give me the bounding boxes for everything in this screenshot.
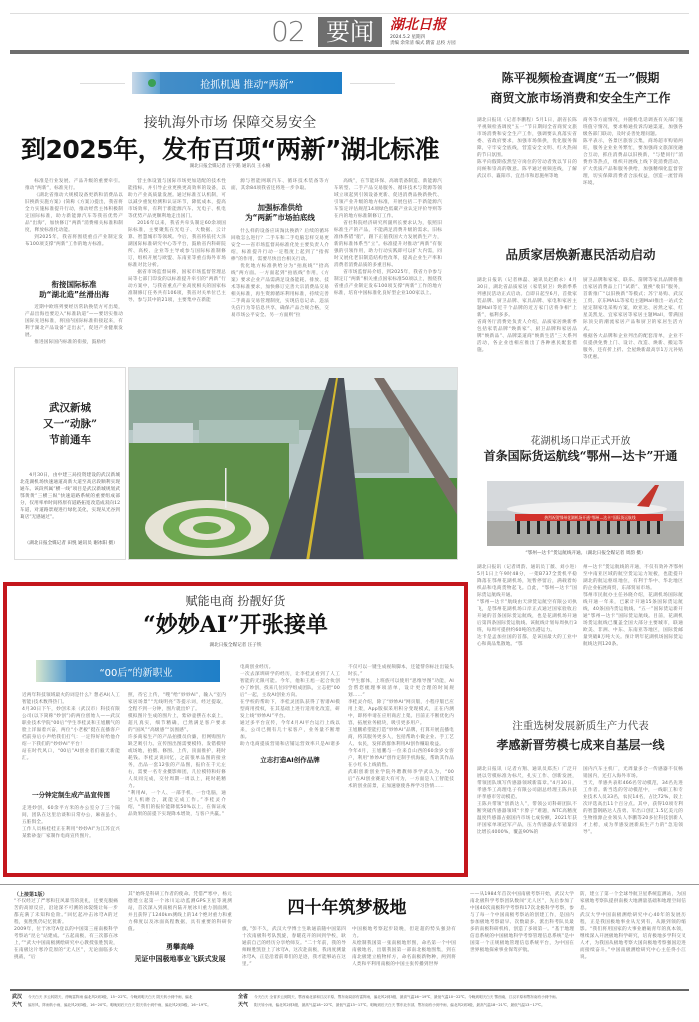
paper-logo: 湖北日报 [390, 17, 446, 33]
photo-story-title: 武汉新城 又一“动脉” 节前通车 [42, 402, 98, 446]
recycle-icon [148, 79, 156, 87]
right-story2-col2: 厨卫品牌和家家、联乐、箭牌等家具品牌将推出家居消费品上门“试新”、置换“收旧”服务，首新推广“以旧换新”等模式；苏宁易购、武汉工贸、京东MALL等家电主题Mall推出一站式全屋定制家电采购方案，欧亚达、居然之家、红星美凯龙、宜家家居等家居主题Mall，带满国际顶尖的潮流家居产品和厨卫的家居生活方式。 根据各大品牌和企业列出的配套清单，企业不仅提供免费上门、设计、改造、焕新、搬运等服务，还有折上折、全屋焕新最高享1万元补贴等优惠。 [583, 278, 683, 360]
bottom-headline: 四十年筑梦极地 [287, 898, 407, 918]
right-story4-col1: 湖北日报讯（记者方翔、通讯员郑杰）广泛开展以劳模标准为标尺，扎实工作、创新发展，带领团队填写传感器领域新篇章。”4月30日，孝感华工高理电子有限公司副总经理王陈兵获评孝感市劳动模范。 王陈兵带领“创新达人”，带领公司科研团队不断突破传感器领域“卡脖子”难题，NTC高精度温度传感器占据国内市场七成份额，2021年获评国家单项冠军产品，压力传感器去年销量同比增长4000%，覆盖90%的 [477, 767, 577, 835]
banner-text: 抢抓机遇 推动“两新” [200, 79, 294, 91]
cargo-flight-photo [487, 481, 684, 546]
date-line: 2024.5.2 星期四 [390, 35, 425, 40]
banner-rule-right [350, 83, 395, 84]
page-number: 02 [271, 15, 305, 48]
continued-label: （上接第1版） [14, 892, 48, 898]
road-aerial-illustration [129, 368, 458, 560]
lead-column-3a: 源与智能网联汽车、循环技术装备等方面，其余84项我省还将进一步争取。 [231, 179, 329, 191]
right-story4-headline: 孝感新晋劳模七成来自基层一线 [496, 738, 665, 752]
lead-kicker: 接轨海外市场 保障交易安全 [143, 115, 317, 131]
photo-story-body: 4月30日，由中建三局投资建设的武汉新城北花湖机场快速通道高新大道至高店段顺利实现通车。该段所属“横一线”项目是武汉新城规划武鄂黄黄“三横三纵”快速道路系统的重要组成部分，仅用率单时间将原有道路拓宽改造成双向12车道，对道路景观进行绿化美化，实现从光谷到葛店“无感通过”。 [20, 473, 120, 520]
lead-byline: 湖北日报全媒记者 汪字銘 通讯员 王永楠 [189, 164, 271, 169]
wuhan-weather-text: 今天白天 多云转阴天，傍晚雷阵雨 偏北风2到3级，15~22℃。今晚到明天白天 阴天转小到中雨，偏北 偏东风，阵雨转小雨，偏北风2到3级，16~20℃。明晚到后天白天 阴天转小到中雨，偏北风2到3级，16~19℃。 [28, 995, 211, 1007]
right-story1-col2: 商务等方面情况，并随机电话调查有关部门值班值守情况，要求畅通投诉沟通渠道，加强各级各部门联动，及时妥善处理问题。 陈平表示，各景区旅客云集，商场超市购销两旺，服务企业业务繁忙，要加强商文旅深度融合互动，抓住消费品以旧换新，“与楚同行”消费券等热点，组织开展线上线下促消费活动，扩大优质产品和服务供给，加强精细化监督管理，切实保障消费者合法权益，创造一流营商环境。 [583, 118, 683, 186]
bottom-col2: 其”始终是科研工作者的使命。凭借严寒中，杨元德建立起第一个冰川运动监测GPS卫星等观测站，首次深入到南极内陆开展冰川重力剖面测，并且获得了1240km测线上的14个绝对重力和重力梯度以及冰面高程数据，具有重要的科研价值。 [128, 892, 232, 932]
wuhan-weather-label: 武汉 天气 [12, 994, 23, 1008]
lead-column-4: 高线”，在节能环保、高端装备制造、新能源汽车转型、二手产品交易服务、循环技术与资源等领域立项起到引领设备更新、促进消费品换新换代、引领产业升级的地方标准，开展包括二手新能源汽车鉴定评估规范14项绿色低碳产业认定评价导则等在内的地方标准制修订工作。 省社科院经济研究所副所长要求认为，依照旧标准生产的产品，不能满足消费升级的需求。旧标准体系错“船”，跟下正值我国大力发展新生产力，新的标准体系当“立”。标准提升对推动“两新”有很强的引领作用，助力行动实践即可以扩大内需，同时又展化老旧制造结构性改革，提高企业生产率和消费者消费品质的多重目标。 省市场监督局介绍，到2025年，我省力争参与制定订“两新”相关重点国家标准50项以上，围绕我省重点产业制定发布100项支撑“两新”工作的地方标准，培育中国标准化良好型企业100家以上。 [334, 179, 442, 296]
bottom-subhead: 勇攀高峰 见证中国极地事业飞跃式发展 [134, 943, 226, 963]
right-story3-col1: 湖北日报讯（记者周韵、通讯员丁薇、刘小进）5月1日上午9时48分，一架B737全货机平稳降落在鄂州花湖机场，短暂停留后，满载着纺织品和电商货物起飞。自此，“鄂州—达卡”国际货运航线开通。 “鄂州—达卡”航线由天津货运航空有限公司执飞，是鄂州花湖机场口岸正式通过国家验收后开通的首条国际货运航线，也是花湖机场开通后第四条国际货运航线。该航线计划每周执行3班，每周可提供约60吨的出港运力。 达卡是孟加拉国的首都，是该国最大的工业中心和商品集散地。“鄂 [477, 565, 577, 647]
featured-col1b: 走进妙创，60余平方米的办公室分了三个隔间，团队在这里洽谈和日常办公，麻雀虽小，五脏俱全。 工作人员杨桂桂正在利用“妙妙AI”为江苏宜兴某紫砂壶厂家制作电商宣传图片。 [22, 806, 120, 839]
staff-line: 责编 余荣清 编式 隋雷 总校 方园 [390, 41, 456, 46]
lead-column-1b: 近期中欧班列要经历常轨换装方可出境，产品出海也要迈入“标准轨道”——要切实推动国际先进标准，将国内国际标准衔接起来，有利于湖北产品设备“走出去”，促进产业健康发展。 推进国际国内标准的衔接，鼓励经 [25, 305, 123, 345]
bottom-col6: 防，建立了第一个全球导航卫星系统监测站，为国家极地考察队提供南极大地测量基础和地理空间信息。 武汉大学中国南极测绘研究中心40年的发展历程，正是我国极地事业从无到有，从跟到领的缩影。“我们将用国家的大事业磨砺青年的真本领，继续深入开展极地科学研究，培育极地多学科交叉人才，为我国从极地考察大国向极地考察强国迈进而接续奋斗。”中国南极测绘研究中心主任佟小江说。 [580, 892, 686, 960]
right-story2-col1: 湖北日报讯（记者林磊、通讯员赵蔚永）4月30日，湖北省品质家居（家装厨卫）焕新季系列惠民活动正式启动。自即日起至6月，首批家装品牌、厨卫品牌、家具品牌、家电和家居主题Mall等近千个品牌的近万家门店将争相“上新”，福利多多。 省商务厅消费处负责人介绍，品质家居焕新季包括家装品牌“焕新家”、厨卫品牌和家居品牌“焕新品”、品牌渠道商“焕新生活”三大系列活动，各企业也相应推出了各种惠民配套措施。 [477, 278, 577, 353]
lead-headline: 到2025年，发布百项“两新”湖北标准 [21, 135, 439, 164]
right-story4-kicker: 注重选树发展新质生产力代表 [512, 720, 649, 732]
featured-subhead-2: 立志打造AI创作品牌 [260, 756, 320, 764]
weather-rule [10, 989, 689, 991]
featured-col2: 照，待它上传，“嗖”给“妙妙AI”，输入“室内家居场景”“光线明亮”等提示词，经过提取，全程不到一分钟，图片就出炉了。 模拟图片生成的图片上，紫砂壶摆在水桌上，超凡真实，细节精确，已然满足客户要求的“国风”“高级感”“氛围感”。 许多商家生产的产品拍摄员价廉，但网购图片缺乏吸引力。宣传图出图需要模特、发错模特或场地，拍摄、修图、上传，顶面推护，耗时耗钱。李桂灵说回忆，之前很单品图的接业务，出品一套12张的产品图，报价在千元左右，需要一名专业摄影师团，几位模特和好修人员同完成，交付周期一周以上，耗时耗精力。 “利用AI，一个人、一部手机、一台电脑，通过人机磨合，就能完成工作。”李桂灵介绍，“我们的报价能降低50%以上，在保证成品效果的前提下实现降本增效，与客户共赢。” [128, 693, 226, 817]
bottom-col5: ——从1984年首次中国南极考察开始，武汉大学南北极科学考察团队数闯“无人区”，先后参加了中国40次南极科学考察和17次北极科学考察，参与了每一个中国南极考察站的创建工作，是国内参加极地考察最早、次数最多、派出科考队员最多的南极科研机构，创造了多项第一。“基于地理信息系统的中国极地科学考察管理信息系统”是中国第一个正规极地管理信息系统平台，为中国在世界极地探索事业保驾护航。 [470, 892, 574, 953]
province-weather-text: 今天白天 全省多云到阴天，鄂西南北部和江汉平原，鄂东南局部有雷阵雨，偏北风2到3级，最高气温16~19℃，最低气温10~22℃。今晚到明天白天 鄂西南，江汉平原和鄂东南有小到中雨。 阴天转小雨，偏北风2到3级，最高气温18~22℃，最低气温13~17℃。明晚到后天白天 鄂东北东部，鄂东南有小到中雨，偏北风2到3级，最高气温18~21℃，最低气温13~17℃。 [254, 995, 560, 1007]
right-story3-col2: 州—达卡”货运航线的开通，不仅有效补齐鄂州至中南亚区域的航空货运运力短板，也能提升湖北的航运枢纽地位，有利于华中、华北地区的企业拓展商贸，东部贸易市场。 鄂州市民航办主任孙晓介绍，花湖机场国际航线开通一年来，已累计开通15条国际货运航线，40条国内货运航线。“五一”国际货运新开通“鄂州—达卡”国际货运航线。目前，花湖机场货运航线已覆盖全国大部分主要城市，联通欧美、非洲、中东、东南亚等地区，国际货邮量突破8万吨大关。预计明年花湖机场国际货运航线达到120条。 [583, 565, 683, 647]
lead-column-3: 什么样的设备应该淘汰换新？后续的循环回收怎么进行？二手车和二手电脑怎样交易更安全——省市场监督局标准化处主要负责人介绍，标准提升行动一定程度上起到了“指挥棒”的作用，需要尽快出台相关行动。 优化地方标准供给分为“拍底线”“拾高线”两方面。一方面起到“拍底线”作用，《方案》要求企业产品需满足设备能耗、排放、技术等标准要求，加快修订完善大宗消费品交易相关标准，再生资源循环利用标准，持续完善二手商品交易管理制度，实现信息记录、违法失信行为等信息共享，确保产品合规合格，交易市场公平安全。另一方面则“拉 [231, 229, 329, 318]
lead-subhead-2: 加强标准供给 为“两新”市场拍底线 [245, 203, 315, 222]
province-weather-label: 全省 天气 [238, 994, 249, 1008]
banner-text: “00后”的新职业 [99, 667, 173, 679]
lead-column-2: 营主体设置与国际市场更加适配的技术性能指标，并引导企业更换更高效率的设备，以助力产业高质量发展。通过标准互认机制，可以减少重复检测和认证环节，降低成本，提高市场效率，有利于新能源汽车、光电子、机电等优势产品更顺利地走出国门。 2016年以来，我省共牵头制定60余项国际标准，主要聚焦在光电子、大数据、云计算、智慧城市等领域。今后，我省将依托大泽湖国际标准研究中心等平台，鼓励省内科研院所、高校、企业等主导或参与国际标准制修订，组织开展与欧盟、东南亚等重点海外市场标准对比分析。 据省市场监督局称，国家市场监督管理总局等七部门印发的以标准提升牵引的“两新”行动方案中，与我省重点产业高度相关的国家标准制修订任务共有106项，我省对关单位已主导、参与其中的21项，主要集中在新能 [128, 179, 226, 303]
bottom-col4: 中国极地考察起步较晚，但赶超的势头强劲有力。 从绘制我国第一张南极地形图，命名第一个中国南极地名，出版我国第一部南北极地图集，到在南北极建立植物样方，命名南极新物种，两到将人类和平利用南极的中国主张传播到世界 [352, 927, 456, 967]
lead-banner [132, 72, 342, 94]
right-story3-headline: 首条国际货运航线“鄂州—达卡”开通 [483, 449, 678, 463]
road-aerial-photo [128, 367, 458, 560]
masthead-rule [10, 50, 689, 54]
featured-byline: 湖北日报全媒记者 汪子铁 [209, 643, 262, 648]
featured-col3a: 电商创业经历。 一次去深圳研学的经历，让李桂灵看到了人工智能的无限可能。今年，他和王旭一起合伙创办了妙创，找来几位同学组成团队，立志把“00后”一起，主攻AI创业方向。 在学校的帮助下，李桂灵团队获得了智谱AI模型商用授权，在其基础上进行适用化改造，研发上线“妙妙AI”平台。 通过多平台宣传，今年4月AI平台运行上线以来，公司已拥有几十家客户，业务量不断增加。 助力电商提质营销和店铺运营效率只是AI诸多 [240, 665, 340, 747]
featured-col1: 近两年科技领域最火的词是什么？想必AI(人工智能)技术数得热门。 4月30日下午，妙创未来（武汉市）科技有限公司(以下简称“妙创”)的两位创始人——武汉职业技术学院“00后”学生李桂灵和王旭鹏气的脸上洋溢着兴奋，两位“小老板”挺在直播客户档前身后小声给我们打气：一定得好好给他介绍一下我们的“妙妙AI”平台！ 站在时代风口，“00后”AI创业者们毅天新能汇。 [22, 693, 120, 761]
featured-kicker: 赋能电商 扮靓好货 [185, 594, 286, 608]
lead-column-1: 标准是行业发展、产品升级的重要牵引。推动“两新”，标准先行。 《湖北省推动大规模设备更新和消费品以旧换新实施方案》(简称《方案》)提出，我省将全力实施标准提升行动，推动经营主体积极制定国际标准，助力新能源汽车等我省优势产品“出海”，加快修订“两新”消费相关标准和制度，释放标准化动能。 到2025年，我省将围绕重点产业制定发布100项支撑“两新”工作的地方标准。 [25, 179, 123, 247]
featured-col4: 不仅可以一键生成视频脚本，还能帮你标注出镜头时长。” “学生群体，上班族可以使用“思维导图”功能，AI会帮您梳理事项清单，设计更合理的时间规划……” 李桂灵介绍，除了“妙妙AI”网页版，小程序版已应用上架，App版拟采用积分变现模式，正在内测中，即将申请在应用商店上架。目前正不断优化内容，拓展业务板块，吸引更多用户。 王旭鹏希望能打造“妙妙AI”品牌，打算开展直播电商，将其服务更多人，包括帮助小微企业、手工艺人、农民，发挥新群体利用AI创作赚取收益。 今年4月，王旭鹏与一位来自山西的60余岁女客户，利用“妙妙AI”创作定制手机海报，帮助其作品在小红书上线销售。 武职创新创业学院外聘教师李学武认为，“00后”在AI创业赛道大有可为，一方面是人工智能技术的创业前景，正加速驱使各界学习热情…… [348, 665, 454, 789]
photo-banner-text: 热烈祝贺鄂州花湖机场开通“鄂州—达卡”国际货运航线 [544, 515, 636, 520]
banner-decoration [36, 660, 66, 682]
right-story1-col1: 湖北日报讯（记者李鹏程）5月1日，副省长陈平视频检查调度“五一”节日期间全省商贸文旅市场消费和安全生产工作，强调要认真落实省委、省政府要求，加强市场保供，优化服务保障，守牢安全底线，营造安全文明、红火热闹的节日氛围。 陈平向假期依然坚守岗位的劳动者致以节日的问候和崇高的敬意。陈平通过视频连线，了解武汉市、襄阳市、宜昌市和恩施州等地 [477, 118, 577, 179]
photo-story-box [14, 367, 126, 560]
featured-banner [36, 660, 220, 682]
bottom-col1: “不仅经过了严寒和狂风暴雪的洗礼，还要克服痛苦的高原反应，沿途深不可测的冰裂缝让每一步都充满了未知和危险。”回忆起冲击冰穹A的过程，张胜凯仍记忆犹新。 2009年，位于冰穹A登以的中国第三座南极科学考察站“昆仑”站建成。“五起南极，有三次都在冰上，”“武大中国南极测绘研究中心教授张胜凯说，在南极这片寒冷荒原的“无人区”，无论面临多大挑战，“后 [14, 899, 118, 960]
section-divider [0, 884, 699, 885]
featured-headline: “妙妙AI”开张接单 [143, 612, 328, 638]
right-story3-caption: “鄂州—达卡”货运航线开通。（湖北日报全媒记者 周韵 摄） [525, 551, 646, 556]
lead-subhead-1: 衔接国际标准 助“湖北造”丝滑出海 [39, 280, 109, 299]
featured-col3b [240, 770, 340, 869]
section-label: 要闻 [318, 17, 382, 47]
featured-subhead-1: 一分钟定制生成产品宣传图 [32, 791, 110, 799]
photo-story-credit: （湖北日报全媒记者 田悦 通讯员 谢冰阳 摄） [24, 541, 118, 546]
right-story3-kicker: 花湖机场口岸正式开放 [530, 436, 631, 447]
banner-rule-left [80, 83, 125, 84]
right-story2-headline: 品质家居焕新惠民活动启动 [505, 247, 656, 262]
right-story1-headline: 陈平视频检查调度“五一”假期 商贸文旅市场消费和安全生产工作 [490, 71, 671, 105]
bottom-col3: 旗，”彭不久，武汉大学博士生耿通前随中国第四十次南极科考队凯旋，春暖花开的回到学校，耿通前自己的经历分享给师友。“二十年前，我的导师顾胜凯登上了冰穹A，这次赴南极，我再度测量冰穹A，正是沿着前辈们的足迹，我才能够站在这里。” [242, 927, 346, 967]
top-rule [10, 13, 689, 14]
right-story4-col2: 国内汽车主机厂，光周量多合一传感器不仅畅销国内，还打入海外市场。 当天，孝感共表彰466名劳动模范，34名先进工作者。新当选的劳动模范中，一线职工和专业技术人员33名，农民14名，占比72%，较上次评选高出11个百分点。其中，获得10项专利的智慧钢路达人苗勇、军出口创汇1.5亿美元的生物推源企业领头人李鹏等20多位科技创新人才上榜，成为孝感发展新质生产力的“急迫领导”。 [583, 767, 683, 835]
